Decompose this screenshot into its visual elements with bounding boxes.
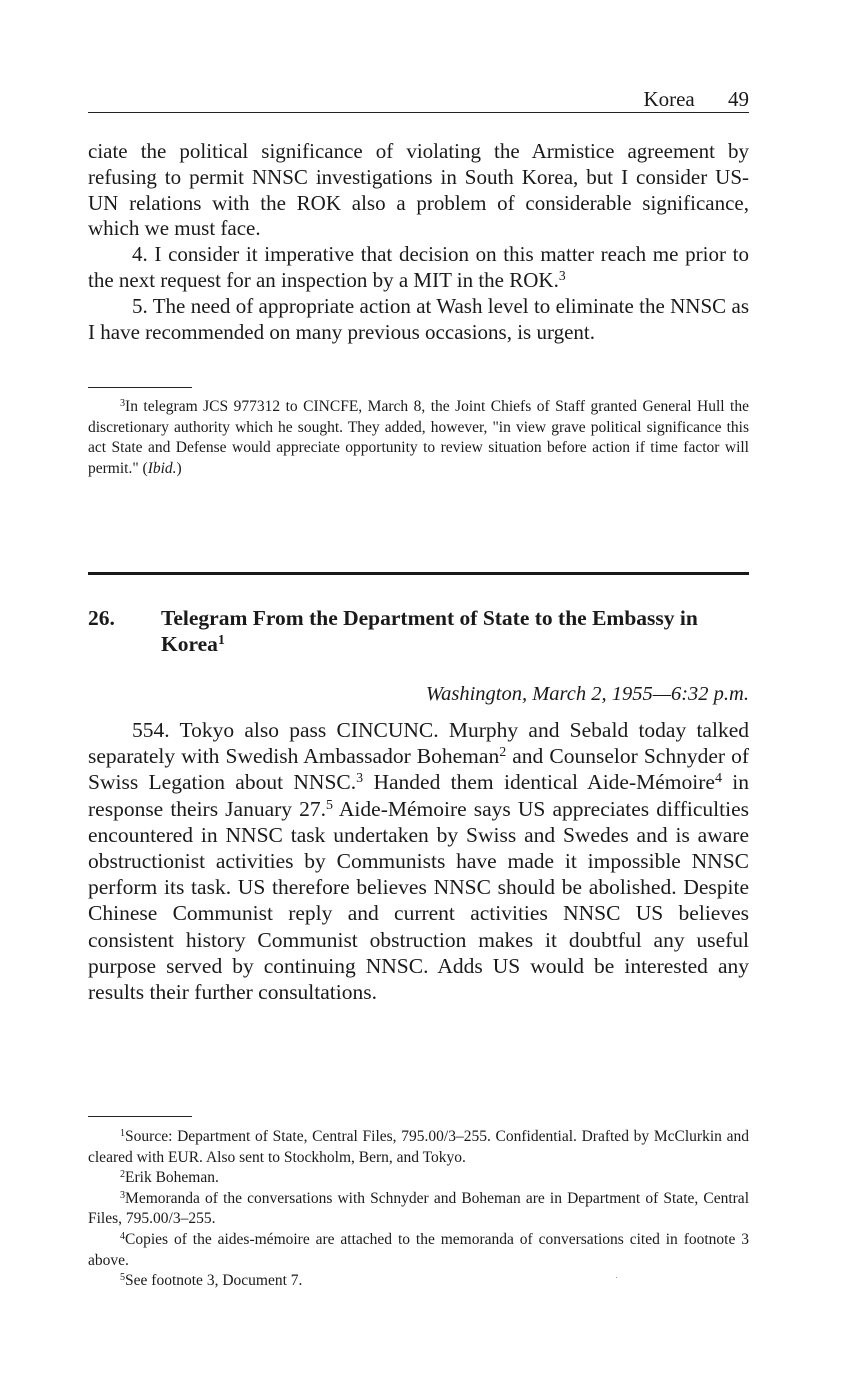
footnote xyxy=(88,397,749,479)
footnote-text: Copies of the aides-mémoire are attached to the memoranda of conversations cited in footnote 3 above. xyxy=(88,1230,749,1269)
footnote-ref: 3 xyxy=(356,771,364,787)
running-head-title: Korea xyxy=(643,87,695,111)
footnote-rule xyxy=(88,1116,192,1117)
footnote-rule xyxy=(88,387,192,388)
paragraph xyxy=(88,139,749,242)
footnote-marker: 5 xyxy=(120,1272,126,1284)
footnote-ref: 5 xyxy=(326,797,333,813)
footnote-text: See footnote 3, Document 7. xyxy=(125,1272,303,1290)
paragraph xyxy=(88,294,749,346)
footnote-text: Erik Boheman. xyxy=(125,1169,219,1187)
footnote-marker: 2 xyxy=(120,1169,126,1181)
document-title xyxy=(161,605,749,657)
paragraph xyxy=(88,717,749,1005)
document-number: 26. xyxy=(88,606,115,630)
document-title-text: Telegram From the Department of State to the Embassy in Korea xyxy=(161,606,698,656)
footnote xyxy=(88,1271,749,1292)
page-number: 49 xyxy=(728,87,749,111)
paragraph-text: Aide-Mémoire says US appreciates difficulties encountered in NNSC task undertaken by Swiss and Swedes and is aware obstructionist activities by Communists have made it impossible NNSC perform its task. US therefore believes NNSC should be abolished. Despite Chinese Communist reply and current activities NNSC US believes consistent history Communist obstruction makes it doubtful any useful purpose served by continuing NNSC. Adds US would be interested any results their further consultations. xyxy=(88,796,749,1005)
footnote-ref: 2 xyxy=(499,745,507,761)
footnote-text: Memoranda of the conversations with Schnyder and Boheman are in Department of State, Central Files, 795.00/3–255. xyxy=(88,1189,749,1228)
paragraph-text: and Counselor Schnyder of Swiss Legation about NNSC. xyxy=(88,744,749,795)
dateline: Washington, March 2, 1955—6:32 p.m. xyxy=(425,683,749,705)
footnote-ref: 1 xyxy=(217,633,225,649)
footnote-text: In telegram JCS 977312 to CINCFE, March 8, the Joint Chiefs of Staff granted General Hull the discretionary authority which he sought. They added, however, "in view grave political significance this act State and Defense would appreciate opportunity to review situation before action if time factor will permit." ( xyxy=(88,398,749,477)
paragraph-text: ciate the political significance of violating the Armistice agreement by refusing to permit NNSC investigations in South Korea, but I consider US-UN relations with the ROK also a problem of considerable significance, which we must face. xyxy=(88,139,749,241)
footnote xyxy=(88,1127,749,1168)
footnote-block-top xyxy=(88,397,749,479)
ibid-citation: Ibid. xyxy=(147,459,177,477)
paragraph-text: Handed them identical Aide-Mémoire xyxy=(363,770,715,795)
section-divider xyxy=(88,572,749,575)
paragraph-text: in response theirs January 27. xyxy=(88,770,749,821)
paragraph-text: 554. Tokyo also pass CINCUNC. Murphy and Sebald today talked separately with Swedish Ambassador Boheman xyxy=(88,718,749,769)
scan-speck xyxy=(616,1277,617,1278)
continued-text xyxy=(88,139,749,345)
footnote-text: Source: Department of State, Central Files, 795.00/3–255. Confidential. Drafted by McClurkin and cleared with EUR. Also sent to Stockholm, Bern, and Tokyo. xyxy=(88,1128,749,1166)
body-text-block xyxy=(88,717,749,1005)
footnote-marker: 3 xyxy=(120,1189,126,1201)
paragraph xyxy=(88,242,749,294)
footnote-marker: 1 xyxy=(120,1127,126,1139)
footnote-close: ) xyxy=(176,459,182,477)
document-body xyxy=(88,717,749,1005)
footnote-block-bottom xyxy=(88,1127,749,1292)
footnote xyxy=(88,1189,749,1230)
footnote-ref: 3 xyxy=(558,268,566,284)
footnote-marker: 3 xyxy=(120,397,126,409)
footnote xyxy=(88,1230,749,1271)
running-head xyxy=(88,86,749,113)
footnote-marker: 4 xyxy=(120,1230,126,1242)
paragraph-text: 5. The need of appropriate action at Wash level to eliminate the NNSC as I have recommended on many previous occasions, is urgent. xyxy=(88,293,749,344)
footnote xyxy=(88,1168,749,1189)
paragraph-text: 4. I consider it imperative that decision on this matter reach me prior to the next request for an inspection by a MIT in the ROK. xyxy=(88,242,749,292)
footnote-ref: 4 xyxy=(714,771,722,787)
